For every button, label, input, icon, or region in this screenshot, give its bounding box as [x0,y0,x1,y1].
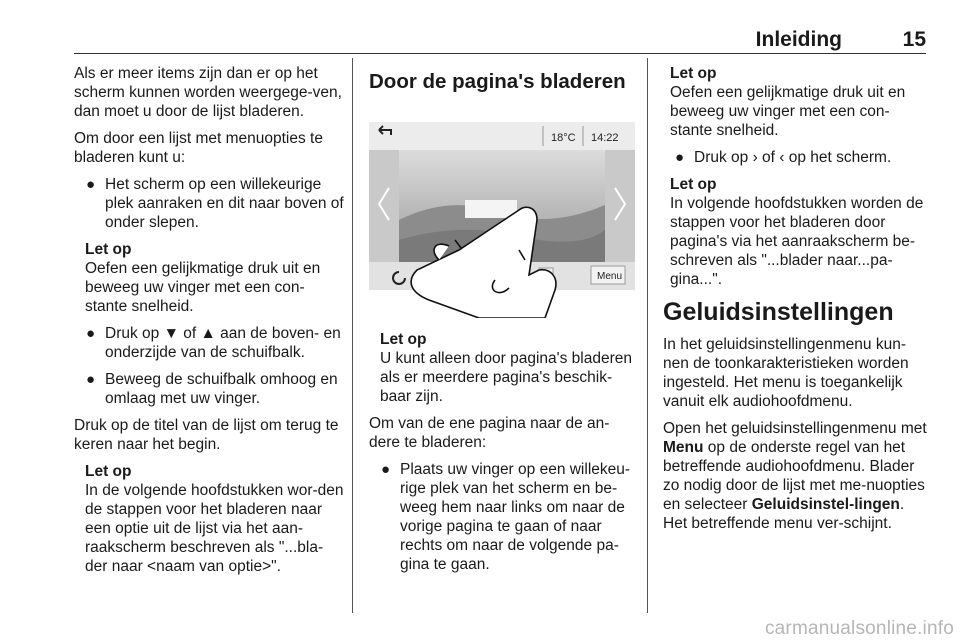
bullet-list [369,460,635,574]
section-heading: Door de pagina's bladeren [369,70,626,93]
bullet-icon: ● [86,325,96,342]
paragraph: Open het geluidsinstellingenmenu met Menu op de onderste regel van het betreffende audiohoofdmenu. Blader zo nodig door de lijst met me-nuopties en selecteer Geluidsinstel-lingen. Het betreffende menu ver-schijnt. [663,420,927,532]
column-divider-1 [352,58,353,613]
temperature-readout: 18°C [551,132,576,144]
bullet-icon: ● [675,149,685,166]
left-column [74,64,344,584]
note-text: U kunt alleen door pagina's bladeren als er meerdere pagina's beschik-baar zijn. [380,350,632,405]
paragraph: Als er meer items zijn dan er op het scherm kunnen worden weergege-ven, dan moet u door de lijst bladeren. [74,65,342,120]
bullet-list [663,148,929,167]
right-column [663,64,929,541]
note-box [74,240,344,316]
note-label: Let op [380,331,427,348]
bullet-list [74,324,344,408]
note-text: In de volgende hoofdstukken wor-den de stappen voor het bladeren naar een optie uit de lijst via het aan-raakscherm beschreven als "...bla-der naar <naam van optie>". [85,482,344,575]
bullet-icon: ● [381,461,391,478]
note-text: Oefen een gelijkmatige druk uit en beweeg uw vinger met een con-stante snelheid. [85,260,321,315]
page-number: 15 [902,28,926,51]
note-text: In volgende hoofdstukken worden de stappen voor het bladeren door pagina's via het aanraakscherm be-schreven als "...blader naar...pa-gina...". [670,195,924,288]
clock-readout: 14:22 [591,132,619,144]
note-box [663,175,929,289]
list-item: ● Plaats uw vinger op een willekeu-rige plek van het scherm en be-weeg hem naar links om naar de vorige pagina te gaan of naar rechts om naar de volgende pa-gina te gaan. [381,461,631,573]
settings-keyword: Geluidsinstel-lingen [751,496,900,513]
note-label: Let op [85,463,132,480]
screen-swipe-figure [369,100,635,318]
list-item: ● Beweeg de schuifbalk omhoog en omlaag met uw vinger. [86,371,338,407]
bullet-icon: ● [86,176,96,193]
note-box [74,462,344,576]
paragraph: Om door een lijst met menuopties te bladeren kunt u: [74,130,323,166]
section-heading: Geluidsinstellingen [663,298,894,326]
bullet-list [74,175,344,232]
menu-keyword: Menu [663,439,704,456]
note-label: Let op [85,241,132,258]
touchscreen-illustration [369,100,635,318]
list-item: ● Het scherm op een willekeurige plek aanraken en dit naar boven of onder slepen. [86,176,344,231]
header-divider [74,53,926,54]
paragraph: Om van de ene pagina naar de an-dere te bladeren: [369,415,610,451]
paragraph: Druk op de titel van de lijst om terug te keren naar het begin. [74,417,339,453]
watermark-text: carmanualsonline.info [764,618,954,639]
note-label: Let op [670,65,717,82]
note-box [369,330,635,406]
note-box [663,64,929,140]
note-label: Let op [670,176,717,193]
column-divider-2 [647,58,648,613]
middle-column [369,64,635,582]
chapter-title: Inleiding [755,28,842,51]
paragraph: In het geluidsinstellingenmenu kun-nen de toonkarakteristieken worden ingesteld. Het menu is toegankelijk vanuit elk audiohoofdmenu. [663,336,909,410]
bullet-icon: ● [86,371,96,388]
menu-button-label: Menu [597,271,623,282]
list-item: ● Druk op ▼ of ▲ aan de boven- en onderzijde van de schuifbalk. [86,325,341,361]
note-text: Oefen een gelijkmatige druk uit en beweeg uw vinger met een con-stante snelheid. [670,84,906,139]
list-item: ● Druk op › of ‹ op het scherm. [675,149,892,166]
